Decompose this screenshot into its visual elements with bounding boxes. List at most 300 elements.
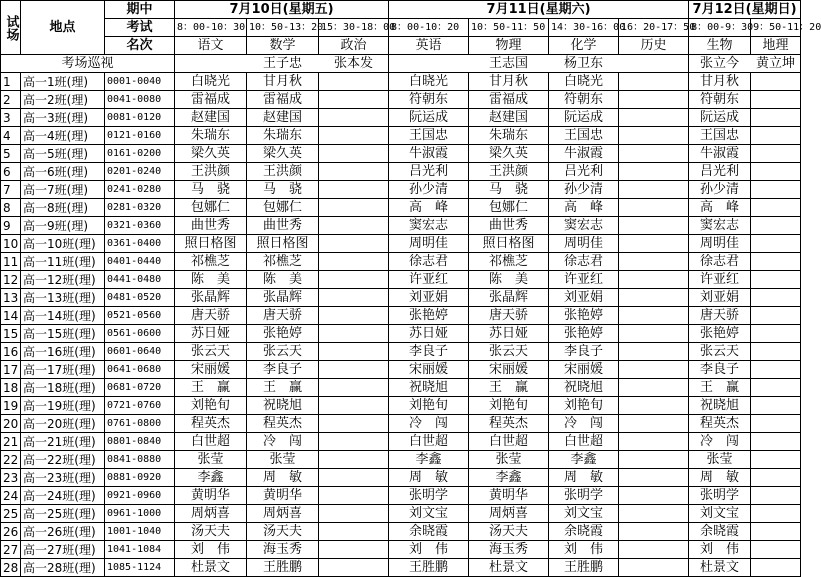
- rank-range: 0801-0840: [105, 433, 175, 451]
- proctor-d2-chemistry: 高 峰: [549, 199, 619, 217]
- proctor-d2-english: 周 敏: [389, 469, 469, 487]
- proctor-d2-history: [619, 109, 689, 127]
- rank-range: 0561-0600: [105, 325, 175, 343]
- table-row: [1, 181, 801, 199]
- proctor-d3-biology: 高 峰: [689, 199, 751, 217]
- proctor-d1-politics: [319, 217, 389, 235]
- proctor-d1-politics: [319, 397, 389, 415]
- proctor-d2-history: [619, 469, 689, 487]
- time-d2-s1: 8：00-10：20: [389, 19, 469, 37]
- proctor-d3-geography: [751, 415, 801, 433]
- proctor-d1-math: 张莹: [247, 451, 319, 469]
- proctor-d3-biology: 周明佳: [689, 235, 751, 253]
- proctor-d3-biology: 唐天骄: [689, 307, 751, 325]
- proctor-d1-math: 唐天骄: [247, 307, 319, 325]
- exam-location: 高一2班(理): [21, 91, 105, 109]
- proctor-d2-chemistry: 刘艳旬: [549, 397, 619, 415]
- proctor-d2-history: [619, 397, 689, 415]
- proctor-d1-math: 照日格图: [247, 235, 319, 253]
- proctor-d3-geography: [751, 487, 801, 505]
- rank-range: 0881-0920: [105, 469, 175, 487]
- proctor-d3-biology: 甘月秋: [689, 73, 751, 91]
- proctor-d1-politics: [319, 307, 389, 325]
- proctor-d2-chemistry: 孙少清: [549, 181, 619, 199]
- exam-location: 高一13班(理): [21, 289, 105, 307]
- proctor-d3-geography: [751, 253, 801, 271]
- table-row: [1, 361, 801, 379]
- proctor-d2-english: 白世超: [389, 433, 469, 451]
- proctor-d2-chemistry: 张艳婷: [549, 307, 619, 325]
- room-number: 28: [1, 559, 21, 577]
- exam-location: 高一15班(理): [21, 325, 105, 343]
- time-d1-s2: 10：50-13：20: [247, 19, 319, 37]
- proctor-d3-geography: [751, 145, 801, 163]
- exam-location: 高一25班(理): [21, 505, 105, 523]
- table-row: [1, 415, 801, 433]
- rank-range: 0081-0120: [105, 109, 175, 127]
- rank-range: 0681-0720: [105, 379, 175, 397]
- proctor-d1-chinese: 白晓光: [175, 73, 247, 91]
- proctor-d2-history: [619, 181, 689, 199]
- proctor-d3-geography: [751, 181, 801, 199]
- proctor-d3-biology: 王 赢: [689, 379, 751, 397]
- proctor-d1-math: 祁樵芝: [247, 253, 319, 271]
- proctor-d3-geography: [751, 541, 801, 559]
- proctor-d1-chinese: 苏日娅: [175, 325, 247, 343]
- proctor-d2-english: 窦宏志: [389, 217, 469, 235]
- proctor-d1-chinese: 雷福成: [175, 91, 247, 109]
- proctor-d1-politics: [319, 523, 389, 541]
- proctor-d2-physics: 照日格图: [469, 235, 549, 253]
- proctor-d2-physics: 汤天夫: [469, 523, 549, 541]
- rank-range: 0121-0160: [105, 127, 175, 145]
- header-row-times: [1, 19, 801, 37]
- proctor-d1-math: 陈 美: [247, 271, 319, 289]
- subject-d1-s3: 政治: [319, 37, 389, 55]
- proctor-d2-physics: 祁樵芝: [469, 253, 549, 271]
- proctor-d2-history: [619, 163, 689, 181]
- exam-location: 高一16班(理): [21, 343, 105, 361]
- proctor-d3-geography: [751, 91, 801, 109]
- proctor-d2-chemistry: 白晓光: [549, 73, 619, 91]
- room-number: 20: [1, 415, 21, 433]
- proctor-d2-chemistry: 王国忠: [549, 127, 619, 145]
- rank-range: 0601-0640: [105, 343, 175, 361]
- proctor-d2-physics: 张晶辉: [469, 289, 549, 307]
- proctor-d3-geography: [751, 163, 801, 181]
- rank-range: 0361-0400: [105, 235, 175, 253]
- table-row: [1, 73, 801, 91]
- proctor-d2-chemistry: 宋丽媛: [549, 361, 619, 379]
- proctor-d2-physics: 赵建国: [469, 109, 549, 127]
- proctor-d3-geography: [751, 199, 801, 217]
- proctor-d1-math: 张艳婷: [247, 325, 319, 343]
- rank-range: 0161-0200: [105, 145, 175, 163]
- proctor-d3-geography: [751, 271, 801, 289]
- proctor-d1-politics: [319, 559, 389, 577]
- proctor-d2-physics: 程英杰: [469, 415, 549, 433]
- proctor-d3-biology: 张艳婷: [689, 325, 751, 343]
- table-row: [1, 523, 801, 541]
- proctor-d2-history: [619, 433, 689, 451]
- table-row: [1, 505, 801, 523]
- rank-range: 1041-1084: [105, 541, 175, 559]
- proctor-d3-geography: [751, 217, 801, 235]
- proctor-d2-physics: 曲世秀: [469, 217, 549, 235]
- proctor-d2-english: 张艳婷: [389, 307, 469, 325]
- proctor-d1-chinese: 祁樵芝: [175, 253, 247, 271]
- proctor-d1-chinese: 王洪颜: [175, 163, 247, 181]
- table-row: [1, 433, 801, 451]
- proctor-d3-geography: [751, 109, 801, 127]
- proctor-d1-math: 李良子: [247, 361, 319, 379]
- exam-location: 高一5班(理): [21, 145, 105, 163]
- proctor-d1-politics: [319, 199, 389, 217]
- proctor-d2-history: [619, 307, 689, 325]
- rank-range: 1085-1124: [105, 559, 175, 577]
- proctor-d3-biology: 张明学: [689, 487, 751, 505]
- proctor-d3-biology: 李良子: [689, 361, 751, 379]
- rank-range: 0041-0080: [105, 91, 175, 109]
- proctor-d2-physics: 海玉秀: [469, 541, 549, 559]
- exam-location: 高一21班(理): [21, 433, 105, 451]
- proctor-d1-politics: [319, 73, 389, 91]
- proctor-d1-politics: [319, 451, 389, 469]
- room-number: 8: [1, 199, 21, 217]
- time-d3-s1: 8：00-9：30: [689, 19, 751, 37]
- proctor-d1-math: 赵建国: [247, 109, 319, 127]
- room-number: 25: [1, 505, 21, 523]
- proctor-d1-chinese: 陈 美: [175, 271, 247, 289]
- proctor-d2-english: 李良子: [389, 343, 469, 361]
- proctor-d3-geography: [751, 325, 801, 343]
- proctor-d1-politics: [319, 343, 389, 361]
- proctor-d2-history: [619, 541, 689, 559]
- proctor-d2-chemistry: 张明学: [549, 487, 619, 505]
- table-row: [1, 379, 801, 397]
- proctor-d1-chinese: 马 骁: [175, 181, 247, 199]
- proctor-d3-biology: 祝晓旭: [689, 397, 751, 415]
- proctor-d2-history: [619, 415, 689, 433]
- room-number: 9: [1, 217, 21, 235]
- proctor-d1-math: 黄明华: [247, 487, 319, 505]
- proctor-d1-politics: [319, 127, 389, 145]
- subject-d2-s4: 历史: [619, 37, 689, 55]
- table-row: [1, 163, 801, 181]
- proctor-d2-english: 阮运成: [389, 109, 469, 127]
- proctor-d2-english: 许亚红: [389, 271, 469, 289]
- room-number: 14: [1, 307, 21, 325]
- proctor-d1-chinese: 李鑫: [175, 469, 247, 487]
- room-number: 21: [1, 433, 21, 451]
- rank-range: 0201-0240: [105, 163, 175, 181]
- time-d2-s2: 10：50-11：50: [469, 19, 549, 37]
- proctor-d2-chemistry: 李鑫: [549, 451, 619, 469]
- proctor-d2-physics: 苏日娅: [469, 325, 549, 343]
- proctor-d3-geography: [751, 469, 801, 487]
- proctor-d2-english: 苏日娅: [389, 325, 469, 343]
- proctor-d2-physics: 张莹: [469, 451, 549, 469]
- proctor-d3-biology: 张云天: [689, 343, 751, 361]
- proctor-d2-chemistry: 张艳婷: [549, 325, 619, 343]
- room-number: 10: [1, 235, 21, 253]
- proctor-d2-chemistry: 刘 伟: [549, 541, 619, 559]
- table-row: [1, 217, 801, 235]
- proctor-d1-chinese: 曲世秀: [175, 217, 247, 235]
- subject-d1-s1: 语文: [175, 37, 247, 55]
- proctor-d2-english: 白晓光: [389, 73, 469, 91]
- proctor-d1-politics: [319, 541, 389, 559]
- proctor-d1-math: 甘月秋: [247, 73, 319, 91]
- proctor-d1-chinese: 黄明华: [175, 487, 247, 505]
- proctor-d1-math: 王 赢: [247, 379, 319, 397]
- patrol-row: [1, 55, 801, 73]
- proctor-d2-physics: 张云天: [469, 343, 549, 361]
- exam-location: 高一20班(理): [21, 415, 105, 433]
- rank-range: 0641-0680: [105, 361, 175, 379]
- proctor-d1-chinese: 梁久英: [175, 145, 247, 163]
- proctor-d2-history: [619, 73, 689, 91]
- rank-range: 0281-0320: [105, 199, 175, 217]
- proctor-d3-geography: [751, 559, 801, 577]
- proctor-d1-math: 张云天: [247, 343, 319, 361]
- table-row: [1, 145, 801, 163]
- room-number: 19: [1, 397, 21, 415]
- proctor-d2-english: 王国忠: [389, 127, 469, 145]
- proctor-d2-english: 祝晓旭: [389, 379, 469, 397]
- room-number: 12: [1, 271, 21, 289]
- proctor-d2-physics: 王 赢: [469, 379, 549, 397]
- proctor-d3-geography: [751, 73, 801, 91]
- proctor-d2-history: [619, 217, 689, 235]
- exam-location: 高一19班(理): [21, 397, 105, 415]
- room-number: 22: [1, 451, 21, 469]
- time-d1-s1: 8：00-10：30: [175, 19, 247, 37]
- room-header-text: 试场: [3, 14, 19, 41]
- proctor-d1-math: 雷福成: [247, 91, 319, 109]
- proctor-d1-chinese: 包娜仁: [175, 199, 247, 217]
- exam-location: 高一1班(理): [21, 73, 105, 91]
- rank-range: 0241-0280: [105, 181, 175, 199]
- table-row: [1, 307, 801, 325]
- proctor-d2-chemistry: 牛淑霞: [549, 145, 619, 163]
- proctor-d3-biology: 杜景文: [689, 559, 751, 577]
- proctor-d2-physics: 刘艳旬: [469, 397, 549, 415]
- proctor-d1-math: 张晶辉: [247, 289, 319, 307]
- patrol-spacer-d2b: [619, 55, 689, 73]
- table-row: [1, 199, 801, 217]
- table-row: [1, 109, 801, 127]
- proctor-d3-biology: 冷 闯: [689, 433, 751, 451]
- subject-d3-s2: 地理: [751, 37, 801, 55]
- table-row: [1, 91, 801, 109]
- patrol-spacer-d2: [389, 55, 469, 73]
- exam-location: 高一26班(理): [21, 523, 105, 541]
- rank-range: 0481-0520: [105, 289, 175, 307]
- patrol-d2-2: 杨卫东: [549, 55, 619, 73]
- proctor-d2-physics: 朱瑞东: [469, 127, 549, 145]
- proctor-d1-chinese: 杜景文: [175, 559, 247, 577]
- exam-location: 高一9班(理): [21, 217, 105, 235]
- proctor-d2-physics: 雷福成: [469, 91, 549, 109]
- proctor-d1-politics: [319, 415, 389, 433]
- proctor-d1-chinese: 唐天骄: [175, 307, 247, 325]
- proctor-d2-history: [619, 271, 689, 289]
- room-header: [1, 1, 21, 55]
- proctor-d2-english: 余晓霞: [389, 523, 469, 541]
- proctor-d1-chinese: 照日格图: [175, 235, 247, 253]
- room-number: 24: [1, 487, 21, 505]
- proctor-d3-geography: [751, 505, 801, 523]
- proctor-d3-geography: [751, 433, 801, 451]
- rank-range: 0401-0440: [105, 253, 175, 271]
- table-row: [1, 451, 801, 469]
- proctor-d2-history: [619, 361, 689, 379]
- proctor-d2-english: 刘 伟: [389, 541, 469, 559]
- proctor-d1-politics: [319, 145, 389, 163]
- proctor-d2-chemistry: 李良子: [549, 343, 619, 361]
- time-d2-s3: 14：30-16：00: [549, 19, 619, 37]
- proctor-d3-biology: 余晓霞: [689, 523, 751, 541]
- proctor-d2-history: [619, 235, 689, 253]
- proctor-d2-english: 冷 闯: [389, 415, 469, 433]
- proctor-d2-english: 吕光利: [389, 163, 469, 181]
- proctor-d3-biology: 刘 伟: [689, 541, 751, 559]
- proctor-d2-physics: 周炳喜: [469, 505, 549, 523]
- proctor-d2-english: 牛淑霞: [389, 145, 469, 163]
- rank-range: 0001-0040: [105, 73, 175, 91]
- proctor-d2-english: 张明学: [389, 487, 469, 505]
- proctor-d3-biology: 刘亚娟: [689, 289, 751, 307]
- proctor-d1-chinese: 张云天: [175, 343, 247, 361]
- patrol-d3-2: 黄立坤: [751, 55, 801, 73]
- proctor-d3-biology: 刘文宝: [689, 505, 751, 523]
- proctor-d1-politics: [319, 361, 389, 379]
- proctor-d2-history: [619, 325, 689, 343]
- proctor-d2-english: 王胜鹏: [389, 559, 469, 577]
- proctor-d1-politics: [319, 289, 389, 307]
- proctor-d2-chemistry: 窦宏志: [549, 217, 619, 235]
- subject-d3-s1: 生物: [689, 37, 751, 55]
- proctor-d1-politics: [319, 91, 389, 109]
- proctor-d1-politics: [319, 163, 389, 181]
- proctor-d2-history: [619, 253, 689, 271]
- proctor-d2-physics: 唐天骄: [469, 307, 549, 325]
- table-row: [1, 235, 801, 253]
- exam-location: 高一8班(理): [21, 199, 105, 217]
- schedule-body: [1, 1, 821, 577]
- proctor-d2-chemistry: 余晓霞: [549, 523, 619, 541]
- proctor-d2-physics: 杜景文: [469, 559, 549, 577]
- exam-location: 高一7班(理): [21, 181, 105, 199]
- header-row-subjects: [1, 37, 801, 55]
- proctor-d2-history: [619, 379, 689, 397]
- proctor-d1-math: 梁久英: [247, 145, 319, 163]
- table-row: [1, 271, 801, 289]
- location-header: 地点: [21, 1, 105, 55]
- rank-header-line-1: 期中: [105, 1, 175, 19]
- proctor-d3-geography: [751, 343, 801, 361]
- proctor-d2-english: 刘艳旬: [389, 397, 469, 415]
- proctor-d1-math: 马 骁: [247, 181, 319, 199]
- time-d1-s3: 15：30-18：00: [319, 19, 389, 37]
- room-number: 26: [1, 523, 21, 541]
- proctor-d1-chinese: 张莹: [175, 451, 247, 469]
- proctor-d1-math: 王洪颜: [247, 163, 319, 181]
- proctor-d1-math: 祝晓旭: [247, 397, 319, 415]
- proctor-d1-math: 周 敏: [247, 469, 319, 487]
- rank-range: 0921-0960: [105, 487, 175, 505]
- proctor-d2-chemistry: 冷 闯: [549, 415, 619, 433]
- exam-location: 高一12班(理): [21, 271, 105, 289]
- rank-range: 0321-0360: [105, 217, 175, 235]
- proctor-d3-geography: [751, 379, 801, 397]
- proctor-d1-chinese: 刘艳旬: [175, 397, 247, 415]
- header-row-date: [1, 1, 801, 19]
- room-number: 1: [1, 73, 21, 91]
- proctor-d2-physics: 梁久英: [469, 145, 549, 163]
- proctor-d2-physics: 宋丽媛: [469, 361, 549, 379]
- room-number: 5: [1, 145, 21, 163]
- table-row: [1, 343, 801, 361]
- proctor-d2-chemistry: 徐志君: [549, 253, 619, 271]
- proctor-d1-math: 海玉秀: [247, 541, 319, 559]
- proctor-d2-chemistry: 祝晓旭: [549, 379, 619, 397]
- proctor-d2-chemistry: 刘亚娟: [549, 289, 619, 307]
- proctor-d1-chinese: 张晶辉: [175, 289, 247, 307]
- proctor-d3-biology: 张莹: [689, 451, 751, 469]
- patrol-d1-2: 张本发: [319, 55, 389, 73]
- exam-location: 高一23班(理): [21, 469, 105, 487]
- proctor-d2-history: [619, 91, 689, 109]
- proctor-d2-english: 符朝东: [389, 91, 469, 109]
- proctor-d1-chinese: 刘 伟: [175, 541, 247, 559]
- proctor-d3-biology: 周 敏: [689, 469, 751, 487]
- rank-header-line-2: 考试: [105, 19, 175, 37]
- exam-location: 高一3班(理): [21, 109, 105, 127]
- proctor-d2-physics: 李鑫: [469, 469, 549, 487]
- room-number: 3: [1, 109, 21, 127]
- proctor-d1-math: 冷 闯: [247, 433, 319, 451]
- proctor-d3-biology: 符朝东: [689, 91, 751, 109]
- proctor-d2-physics: 陈 美: [469, 271, 549, 289]
- proctor-d1-politics: [319, 505, 389, 523]
- proctor-d2-chemistry: 刘文宝: [549, 505, 619, 523]
- proctor-d3-biology: 王国忠: [689, 127, 751, 145]
- table-row: [1, 325, 801, 343]
- proctor-d2-chemistry: 阮运成: [549, 109, 619, 127]
- rank-range: 0721-0760: [105, 397, 175, 415]
- proctor-d1-math: 曲世秀: [247, 217, 319, 235]
- table-row: [1, 559, 801, 577]
- proctor-d1-math: 王胜鹏: [247, 559, 319, 577]
- room-number: 2: [1, 91, 21, 109]
- exam-location: 高一27班(理): [21, 541, 105, 559]
- proctor-d3-biology: 徐志君: [689, 253, 751, 271]
- patrol-d2-1: 王志国: [469, 55, 549, 73]
- proctor-d1-politics: [319, 235, 389, 253]
- proctor-d3-biology: 牛淑霞: [689, 145, 751, 163]
- table-row: [1, 289, 801, 307]
- patrol-d3-1: 张立今: [689, 55, 751, 73]
- proctor-d1-politics: [319, 433, 389, 451]
- time-d3-s2: 9：50-11：20: [751, 19, 801, 37]
- proctor-d3-geography: [751, 397, 801, 415]
- exam-location: 高一14班(理): [21, 307, 105, 325]
- room-number: 11: [1, 253, 21, 271]
- subject-d1-s2: 数学: [247, 37, 319, 55]
- proctor-d2-english: 李鑫: [389, 451, 469, 469]
